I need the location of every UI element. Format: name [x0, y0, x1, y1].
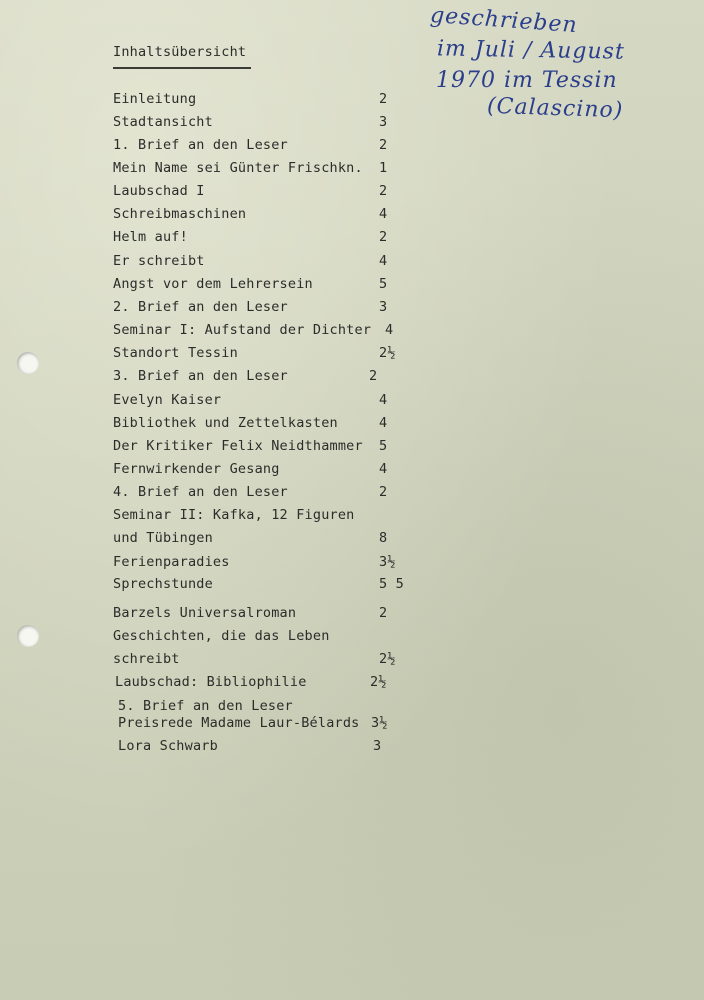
- entry-value: 5 5: [379, 576, 404, 592]
- entry-label: Der Kritiker Felix Neidthammer: [113, 438, 363, 454]
- handwritten-note-line-4: (Calascino): [486, 93, 624, 124]
- title-underline: [113, 67, 251, 69]
- entry-label: Bibliothek und Zettelkasten: [113, 415, 338, 431]
- entry-value: 2: [379, 484, 388, 500]
- entry-label: Angst vor dem Lehrersein: [113, 276, 313, 292]
- entry-label: Standort Tessin: [113, 345, 238, 361]
- entry-value: 3: [379, 114, 388, 130]
- entry-label: Lora Schwarb: [118, 738, 218, 754]
- entry-value: 4: [379, 253, 388, 269]
- entry-label: Schreibmaschinen: [113, 206, 247, 222]
- entry-label: 4. Brief an den Leser: [113, 484, 288, 500]
- entry-label: Stadtansicht: [113, 114, 213, 130]
- entry-value: 8: [379, 530, 388, 546]
- entry-label: schreibt: [113, 651, 180, 667]
- entry-label: Laubschad: Bibliophilie: [115, 674, 307, 690]
- entry-label: Seminar I: Aufstand der Dichter: [113, 322, 372, 338]
- entry-value: 4: [379, 461, 388, 477]
- handwritten-note-line-1: geschrieben: [429, 2, 579, 39]
- entry-label: 3. Brief an den Leser: [113, 368, 288, 384]
- entry-label: Einleitung: [113, 91, 197, 107]
- entry-label: 5. Brief an den Leser: [118, 698, 293, 714]
- entry-value: 5: [379, 276, 388, 292]
- punch-hole-bottom: [17, 625, 39, 647]
- entry-value: 3: [379, 299, 388, 315]
- entry-label: Mein Name sei Günter Frischkn.: [113, 160, 363, 176]
- entry-value: 4: [379, 206, 388, 222]
- entry-value: 4: [379, 392, 388, 408]
- entry-value: 2½: [370, 674, 387, 690]
- entry-label: und Tübingen: [113, 530, 213, 546]
- entry-label: Barzels Universalroman: [113, 605, 297, 621]
- entry-label: Preisrede Madame Laur-Bélards: [118, 715, 360, 731]
- entry-value: 2: [379, 183, 388, 199]
- entry-label: 1. Brief an den Leser: [113, 137, 288, 153]
- entry-label: Sprechstunde: [113, 576, 213, 592]
- handwritten-note-line-2: im Juli / August: [436, 36, 626, 65]
- entry-value: 2½: [379, 651, 396, 667]
- entry-label: Er schreibt: [113, 253, 205, 269]
- entry-value: 2: [379, 137, 388, 153]
- entry-value: 4: [379, 415, 388, 431]
- entry-label: 2. Brief an den Leser: [113, 299, 288, 315]
- entry-label: Fernwirkender Gesang: [113, 461, 280, 477]
- entry-value: 2: [379, 605, 388, 621]
- punch-hole-top: [17, 352, 39, 374]
- entry-value: 5: [379, 438, 388, 454]
- entry-value: 1: [379, 160, 388, 176]
- entry-value: 2: [379, 229, 388, 245]
- entry-value: 3½: [379, 554, 396, 570]
- entry-value: 2½: [379, 345, 396, 361]
- entry-value: 3: [373, 738, 382, 754]
- entry-value: 3½: [371, 715, 388, 731]
- entry-value: 2: [369, 368, 378, 384]
- page-title: Inhaltsübersicht: [113, 44, 247, 60]
- entry-label: Laubschad I: [113, 183, 205, 199]
- entry-value: 4: [385, 322, 394, 338]
- handwritten-note-line-3: 1970 im Tessin: [436, 68, 618, 93]
- entry-label: Evelyn Kaiser: [113, 392, 222, 408]
- entry-label: Geschichten, die das Leben: [113, 628, 330, 644]
- entry-value: 2: [379, 91, 388, 107]
- entry-label: Ferienparadies: [113, 554, 230, 570]
- entry-label: Helm auf!: [113, 229, 188, 245]
- entry-label: Seminar II: Kafka, 12 Figuren: [113, 507, 355, 523]
